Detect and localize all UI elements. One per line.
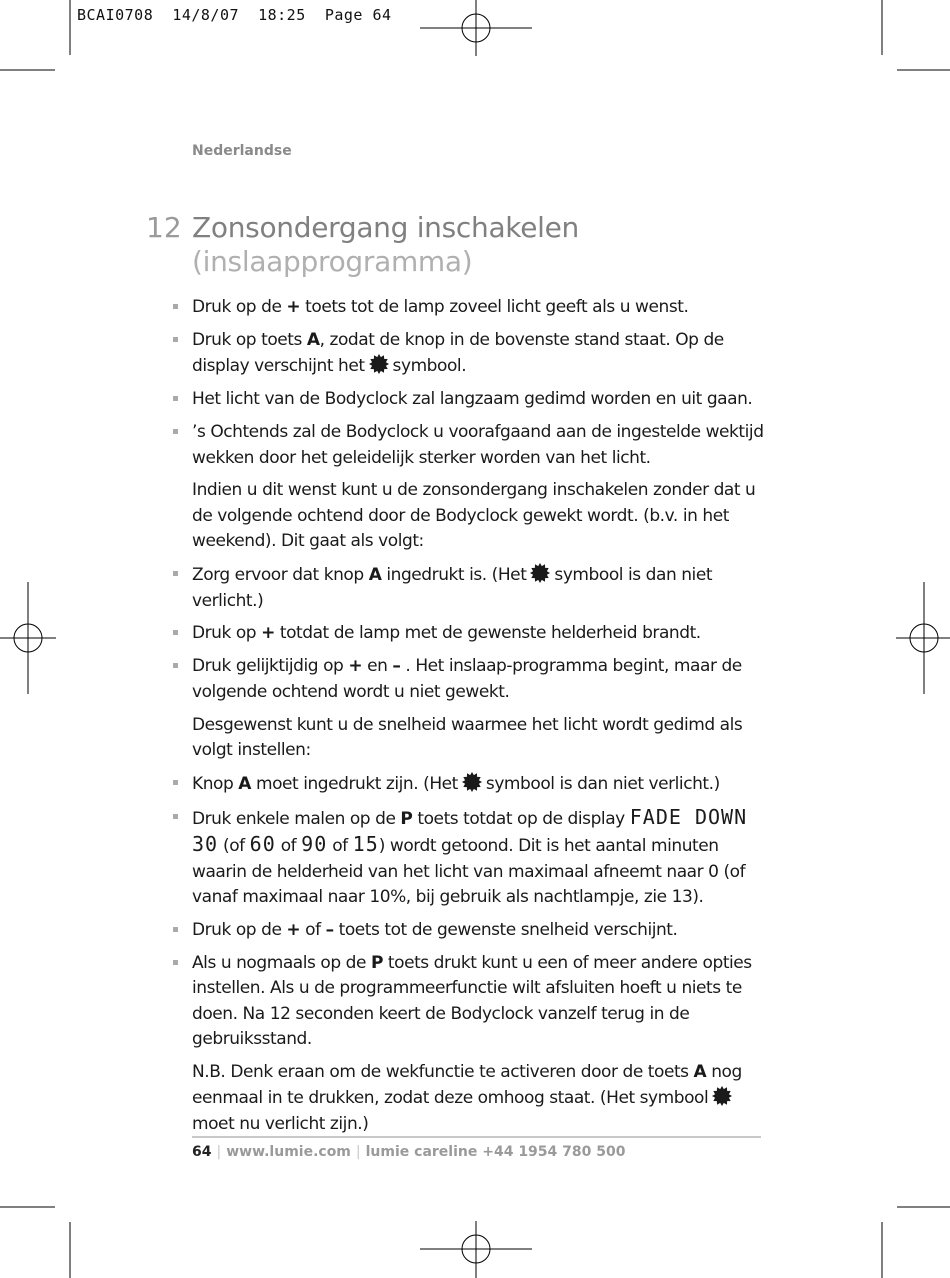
sun-icon — [711, 1085, 733, 1107]
paragraph: N.B. Denk eraan om de wekfunctie te activeren door de toets A nog eenmaal in te drukken, zodat deze omhoog staat. (Het symboolmoet nu verlicht zijn.) — [192, 1062, 742, 1134]
list-item: Druk op + totdat de lamp met de gewenste helderheid brandt. — [192, 621, 764, 646]
list-item: Knop A moet ingedrukt zijn. (Het symbool is dan niet verlicht.) — [192, 771, 764, 797]
page-number: 64 — [192, 1144, 212, 1160]
list-item: ’s Ochtends zal de Bodyclock u voorafgaand aan de ingestelde wektijd wekken door het geleidelijk sterker worden van het licht. — [192, 420, 764, 471]
list-item: Druk op de + toets tot de lamp zoveel licht geeft als u wenst. — [192, 295, 764, 320]
list-item: Druk op de + of – toets tot de gewenste snelheid verschijnt. — [192, 918, 764, 943]
careline-text: lumie careline +44 1954 780 500 — [365, 1144, 626, 1160]
lcd-display-text: 90 — [301, 832, 328, 857]
language-label: Nederlandse — [192, 143, 292, 159]
website-link[interactable]: www.lumie.com — [226, 1144, 351, 1160]
sun-icon — [529, 562, 551, 584]
section-number: 12 — [146, 211, 182, 244]
paragraph: Desgewenst kunt u de snelheid waarmee het licht wordt gedimd als volgt instellen: — [192, 714, 743, 761]
list-item: Druk op toets A, zodat de knop in de bovenste stand staat. Op de display verschijnt het symbool. — [192, 328, 764, 380]
sun-icon — [461, 771, 483, 793]
lcd-display-text: 15 — [352, 832, 379, 857]
section-title: Zonsondergang inschakelen — [192, 211, 580, 244]
lcd-display-text: 60 — [249, 832, 276, 857]
section-subtitle: (inslaapprogramma) — [192, 245, 473, 278]
list-item: Het licht van de Bodyclock zal langzaam gedimd worden en uit gaan. — [192, 387, 764, 412]
list-item: Zorg ervoor dat knop A ingedrukt is. (Het symbool is dan niet verlicht.) — [192, 562, 764, 614]
body-text — [192, 295, 764, 1145]
page-footer: 64 | www.lumie.com | lumie careline +44 1954 780 500 — [192, 1144, 626, 1160]
print-slug: BCAI0708 14/8/07 18:25 Page 64 — [77, 6, 392, 24]
list-item: Druk gelijktijdig op + en – . Het inslaap-programma begint, maar de volgende ochtend wordt u niet gewekt. — [192, 654, 764, 705]
footer-divider — [192, 1136, 761, 1138]
list-item: Druk enkele malen op de P toets totdat op de display FADE DOWN 30 (of 60 of 90 of 15) wordt getoond. Dit is het aantal minuten waarin de helderheid van het licht van maximaal afneemt naar 0 (of vanaf maximaal naar 10%, bij gebruik als nachtlampje, zie 13). — [192, 805, 764, 911]
lcd-display-text: FADE DOWN 30 — [192, 804, 748, 857]
sun-icon — [368, 353, 390, 375]
paragraph: Indien u dit wenst kunt u de zonsondergang inschakelen zonder dat u de volgende ochtend door de Bodyclock gewekt wordt. (b.v. in het weekend). Dit gaat als volgt: — [192, 480, 756, 552]
list-item: Als u nogmaals op de P toets drukt kunt u een of meer andere opties instellen. Als u de programmeerfunctie wilt afsluiten hoeft u niets te doen. Na 12 seconden keert de Bodyclock vanzelf terug in de gebruiksstand. — [192, 951, 764, 1053]
